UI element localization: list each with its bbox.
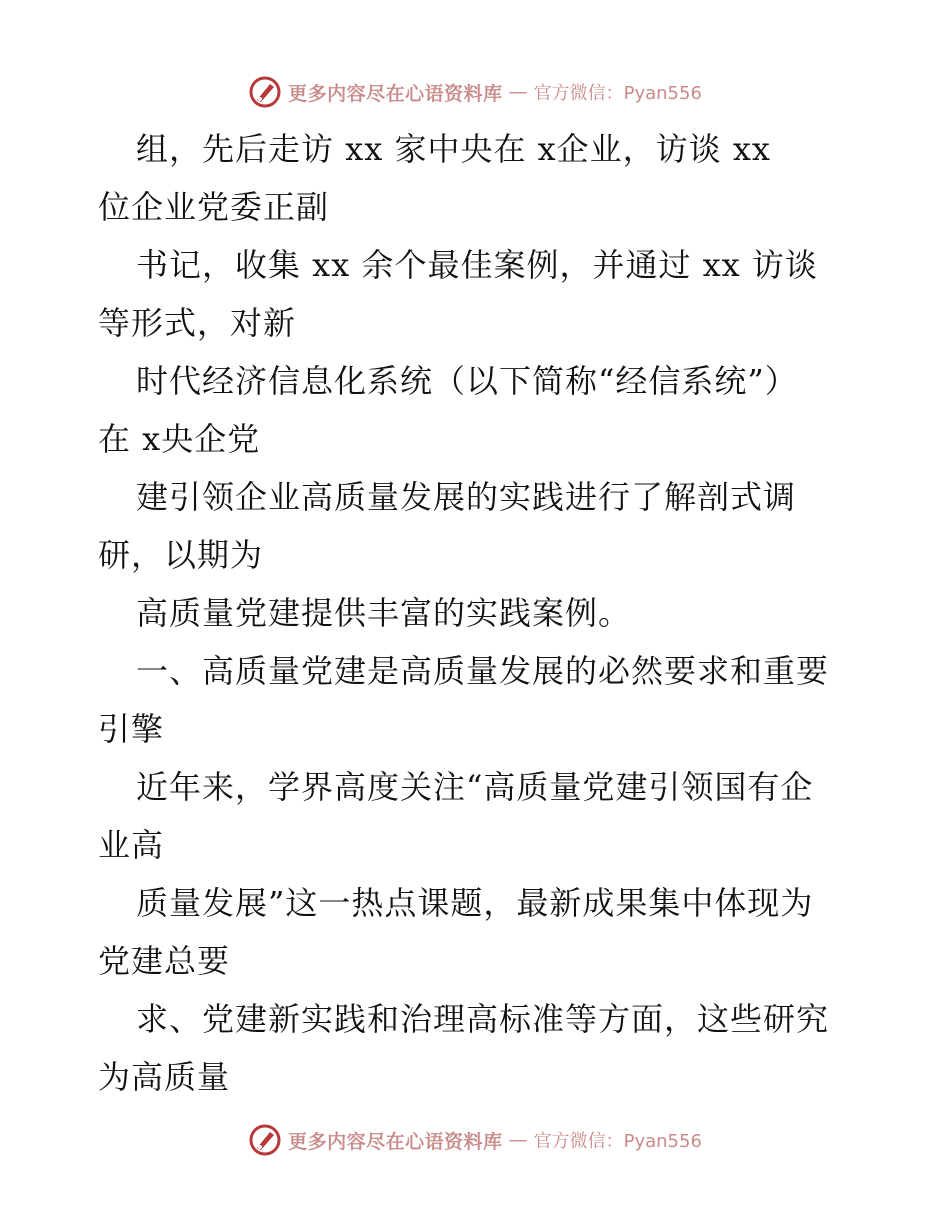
body-line-3: 书记，收集 xx 余个最佳案例，并通过 xx 访谈 <box>136 246 818 284</box>
body-line-8: 研，以期为 <box>98 536 264 574</box>
watermark-separator: — <box>508 81 528 103</box>
body-line-4: 等形式，对新 <box>98 304 297 342</box>
body-line-9: 高质量党建提供丰富的实践案例。 <box>136 594 632 632</box>
body-line-6: 在 x央企党 <box>98 420 261 458</box>
body-line-5: 时代经济信息化系统（以下简称“经信系统”） <box>136 362 798 400</box>
body-line-15: 党建总要 <box>98 942 231 980</box>
body-line-17: 为高质量 <box>98 1058 231 1096</box>
body-line-16: 求、党建新实践和治理高标准等方面，这些研究 <box>136 1000 830 1038</box>
body-line-13: 业高 <box>98 826 165 864</box>
section-heading-1: 一、高质量党建是高质量发展的必然要求和重要 <box>136 652 830 690</box>
watermark-brand: 更多内容尽在心语资料库 <box>288 1130 503 1153</box>
document-body <box>98 120 858 1106</box>
body-line-12: 近年来，学界高度关注“高质量党建引领国有企 <box>136 768 814 806</box>
watermark-contact: 官方微信：Pyan556 <box>533 1131 702 1152</box>
header-watermark <box>0 72 950 112</box>
pen-nib-logo-icon <box>248 75 282 109</box>
body-line-1: 组，先后走访 xx 家中央在 x企业，访谈 xx <box>136 130 771 168</box>
footer-watermark <box>0 1120 950 1160</box>
watermark-separator: — <box>508 1129 528 1151</box>
watermark-contact: 官方微信：Pyan556 <box>533 83 702 104</box>
body-line-2: 位企业党委正副 <box>98 188 330 226</box>
watermark-brand: 更多内容尽在心语资料库 <box>288 82 503 105</box>
body-line-14: 质量发展”这一热点课题，最新成果集中体现为 <box>136 884 814 922</box>
pen-nib-logo-icon <box>248 1123 282 1157</box>
body-line-7: 建引领企业高质量发展的实践进行了解剖式调 <box>136 478 797 516</box>
section-heading-1-cont: 引擎 <box>98 710 165 748</box>
